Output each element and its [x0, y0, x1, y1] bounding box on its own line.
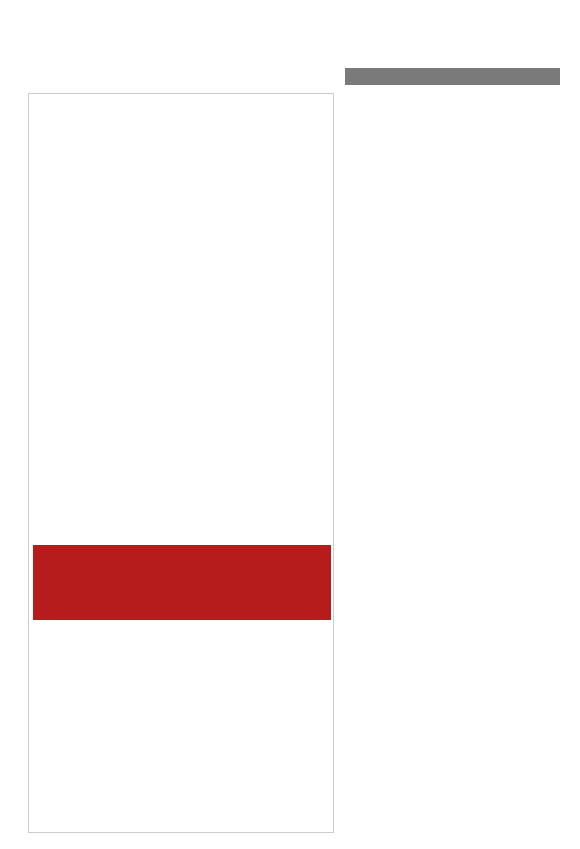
realestate-ad: [28, 93, 334, 833]
site-bar[interactable]: [345, 68, 560, 85]
ad-top-grid: [33, 98, 331, 532]
cta-banner: [33, 545, 331, 620]
phone-number[interactable]: [301, 630, 331, 810]
